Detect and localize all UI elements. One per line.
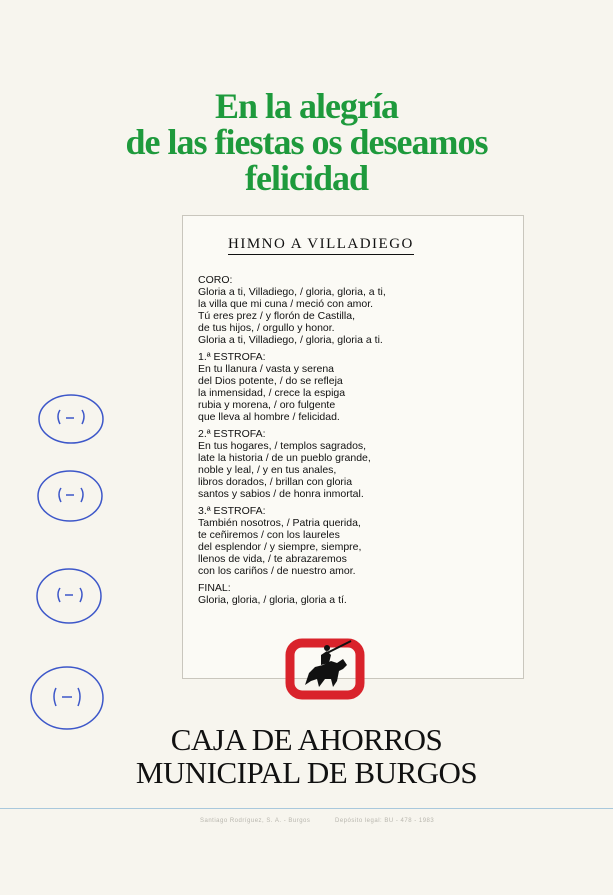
legal-deposit: Depósito legal: BU - 478 - 1983 (335, 818, 435, 824)
verse-line: santos y sabios / de honra inmortal. (198, 488, 364, 500)
stanza (198, 286, 518, 346)
verse-line: llenos de vida, / te abrazaremos (198, 553, 347, 565)
stanza-label: FINAL: (198, 582, 231, 594)
printer-credit: Santiago Rodríguez, S. A. - Burgos (200, 818, 311, 824)
headline (0, 88, 613, 196)
verse-line: con los cariños / de nuestro amor. (198, 565, 356, 577)
verse-line: del Dios potente, / do se refleja (198, 375, 343, 387)
verse-line: del esplendor / y siempre, siempre, (198, 541, 362, 553)
knight-on-horse-icon (285, 637, 365, 701)
verse-line: late la historia / de un pueblo grande, (198, 452, 371, 464)
divider (0, 808, 613, 809)
stanza-label: CORO: (198, 274, 233, 286)
verse-line: En tu llanura / vasta y serena (198, 363, 334, 375)
hymn-title: HIMNO A VILLADIEGO (228, 236, 414, 255)
face-doodle-icon (34, 566, 104, 626)
stanza (198, 440, 518, 500)
verse-line: Gloria a ti, Villadiego, / gloria, gloria, a ti, (198, 286, 386, 298)
verse-line: También nosotros, / Patria querida, (198, 517, 361, 529)
face-doodle-icon (28, 664, 106, 732)
stanza (198, 517, 518, 577)
verse-line: te ceñiremos / con los laureles (198, 529, 340, 541)
org-name-line-1: CAJA DE AHORROS (170, 722, 443, 757)
stanza (198, 363, 518, 423)
org-name-line-2: MUNICIPAL DE BURGOS (135, 755, 478, 790)
verse-line: Gloria a ti, Villadiego, / gloria, gloria a ti. (198, 334, 383, 346)
verse-line: la villa que mi cuna / meció con amor. (198, 298, 374, 310)
stanza-label: 2.ª ESTROFA: (198, 428, 266, 440)
face-doodle-icon (36, 392, 106, 446)
verse-line: En tus hogares, / templos sagrados, (198, 440, 367, 452)
stanza-label: 3.ª ESTROFA: (198, 505, 266, 517)
verse-line: Tú eres prez / y florón de Castilla, (198, 310, 355, 322)
verse-line: noble y leal, / y en tus anales, (198, 464, 337, 476)
hymn-body (198, 274, 518, 611)
verse-line: que lleva al hombre / felicidad. (198, 411, 340, 423)
headline-line-2: de las fiestas os deseamos (125, 122, 488, 162)
headline-line-3: felicidad (245, 158, 368, 198)
stanza (198, 594, 518, 606)
verse-line: de tus hijos, / orgullo y honor. (198, 322, 335, 334)
verse-line: libros dorados, / brillan con gloria (198, 476, 353, 488)
verse-line: rubia y morena, / oro fulgente (198, 399, 336, 411)
stanza-label: 1.ª ESTROFA: (198, 351, 266, 363)
verse-line: la inmensidad, / crece la espiga (198, 387, 346, 399)
headline-line-1: En la alegría (215, 86, 398, 126)
hymn-box (182, 215, 524, 679)
face-doodle-icon (35, 468, 105, 524)
verse-line: Gloria, gloria, / gloria, gloria a tí. (198, 594, 347, 606)
